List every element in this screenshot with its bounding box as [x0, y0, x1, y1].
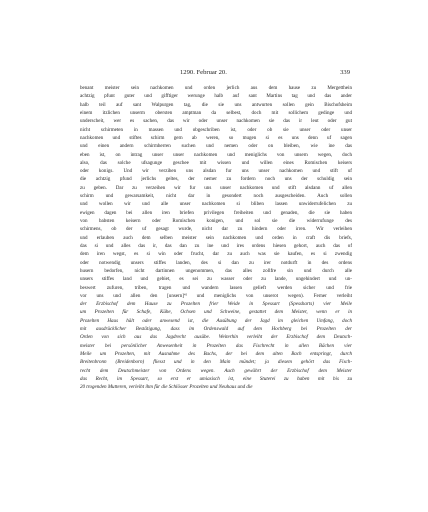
text-line: vor uns und allen den [unsern]⁴⁾ und meniglichs von unserot wegen). Ferner verleiht: [80, 292, 352, 299]
text-line: meister bei persönlicher Anwesenheit in Prozelten das Fischrecht in allen Bächen vier: [80, 342, 352, 349]
text-line: nicht schirmeten in massen und obgeschriben ist, oder ob sie unser oder unser: [80, 126, 352, 133]
text-line: achtzig pfunt guter und gifftiger werunge halb auf sant Martins tag und das ander: [80, 93, 352, 100]
text-line: mit ausdrücklicher Bestätigung, dass im Ordenswald auf dem Hochberg bei Prozelten der: [80, 326, 352, 333]
header-date: 1290. Februar 20.: [180, 69, 227, 76]
text-line: Meile um Prozelten, mit Ausnahme des Bachs, der bei dem alten Bach entspringt, durch: [80, 351, 352, 357]
text-line: 20 trogenden Mutteren, verleiht ihm für die Schlösser Prozelten und Neuhaus und die: [80, 384, 253, 391]
text-line: um Prozelten für Schafe, Kühe, Ochsen und Schweine, gestattet dem Meister, wenn er in: [80, 309, 352, 316]
text-line: oder konigs. Und wir verzihen uns alsdan fur uns unser nachkomen und stift uf: [80, 168, 352, 175]
text-line: recht dem Deutschmeister von Ordens wegen. Auch gewährt der Erzbischof dem Meister: [80, 367, 352, 374]
text-line: Prozelten Haus hält oder anwesend ist, die Ausübung der Jagd im gleichen Umfang, doch: [80, 317, 352, 324]
text-line: von babsten keisern oder Romischen konigen, und sol sie die widerrufunge des: [80, 218, 352, 224]
body-text: [80, 84, 352, 392]
text-line: beswert zufuren, triben, tragen und wandern lassen gelieft werden sicher und frie: [80, 284, 352, 291]
text-line: das si und alles das ir, das dan zu ine und ires ordens hiesen gehort, auch das of: [80, 242, 352, 249]
text-line: also, das solche ufsagunge geschee mit wissen und willen eines Romischen keisers: [80, 159, 352, 166]
page-number: 339: [340, 69, 350, 76]
text-line: benant meister sein nachkomen und orden jerlich aus dem hause zu Mergetthein: [80, 85, 352, 91]
text-line: und wollen wir und alle unser nachkomen si bliben lassen unwiderrufelichen zu: [80, 201, 352, 208]
text-line: husern bedorfen, nicht dartinnen ungenommen, das alles zollfre sin und durch alle: [80, 267, 352, 274]
text-line: das Recht, im Spessart, so erst er umiasisch ist, eine Stuterei zu haben mit bis zu: [80, 375, 352, 382]
text-line: zu geben. Dar zu verzeihen wir fur uns unser nachkomen und stift alsdann uf allen: [80, 184, 352, 191]
text-line: und erlauben auch dem selben meister sein nachkomen und orden in craft dis briefs,: [80, 234, 352, 241]
text-line: Breitenbronn (Breidenborn) fliesst und in den Main mündet; ja diesem gehört das Fisch-: [80, 359, 352, 366]
text-line: Orden von sich aus das Jagdrecht ausübe. Weiterhin verleiht der Erzbischof dem Deutsch-: [80, 334, 352, 341]
text-line: halb teil auf sant Walpurgen tag, die sie uns antwurten sollen gein Bischofsheim: [80, 101, 352, 108]
text-line: schirmens, ob der uf gesagt wurde, nicht dar zu hindern oder irren. Wir verleihen: [80, 226, 352, 233]
text-line: dem iren wegst, es si win oder frucht, dar zu auch was sie kaufen, es si zwendig: [80, 251, 352, 258]
text-line: ewigen dagen bei allen iren briefen privilegen freiheiten und genaden, die sie haben: [80, 209, 352, 216]
text-line: underscheit, wer es sachen, das wir oder unser nachkomen sie das ir leut oder gut: [80, 118, 352, 125]
text-line: einem itzlichen unserm obersten amptman da selbest, doch mit sollichem gedinge und: [80, 109, 352, 116]
text-line: die achtzig pfund jerlichs geltes, der nemer zu fordern noch uns der schuldig sein: [80, 176, 352, 183]
text-line: nachkomen und stiftes schirm gern ab weren, so mugen si es uns denn uf sagen: [80, 134, 352, 141]
text-line: oder notwendig unsers stiffes landen, des si dan zu irer notdurft in des ordens: [80, 259, 352, 266]
text-line: eben ist, on intrag unser unser nachkomen und meniglichs von unsern wegen, doch: [80, 151, 352, 158]
text-line: und einen andern schirmherren suchen und nemen oder on bleiben, wie ine das: [80, 143, 352, 150]
text-line: der Erzbischof dem Hause zu Prozelten frier Weide in Spessart (Spessharts) vier Meile: [80, 301, 352, 308]
text-line: unsers stiffes land und gebiet, es sei zu wasser oder zu lande, ungehindert und un-: [80, 276, 352, 283]
running-head: [80, 68, 350, 78]
text-line: schirm und gewarsamkeit, nicht dar in gesondert noch ausgescheiden. Auch sollen: [80, 193, 352, 200]
